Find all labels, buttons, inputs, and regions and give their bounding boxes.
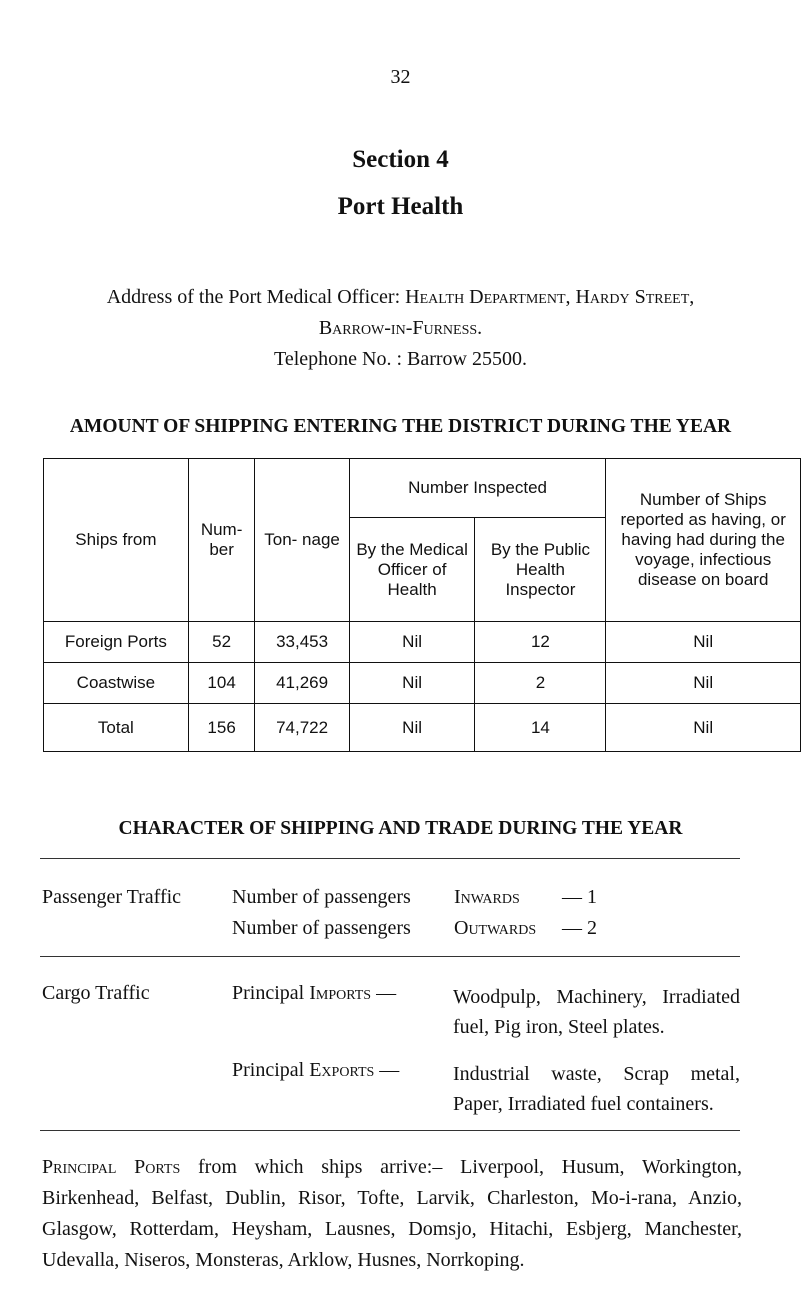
header-by-public: By the Public Health Inspector bbox=[475, 518, 606, 622]
header-by-medical: By the Medical Officer of Health bbox=[349, 518, 475, 622]
page-title: Port Health bbox=[337, 193, 464, 220]
cell-tonnage: 33,453 bbox=[255, 622, 349, 663]
address-department: Health Department, Hardy Street, bbox=[405, 286, 695, 308]
cell-from: Coastwise bbox=[44, 663, 189, 704]
telephone-line: Telephone No. : Barrow 25500. bbox=[274, 348, 527, 370]
cell-public: 2 bbox=[475, 663, 606, 704]
divider bbox=[40, 956, 740, 957]
principal-ports-paragraph bbox=[42, 1152, 742, 1276]
exports-prefix: Principal bbox=[232, 1059, 305, 1081]
shipping-table bbox=[43, 458, 801, 752]
cell-number: 156 bbox=[188, 704, 255, 752]
imports-word: Imports bbox=[309, 982, 372, 1004]
header-tonnage: Ton- nage bbox=[255, 459, 349, 622]
header-number: Num- ber bbox=[188, 459, 255, 622]
imports-prefix: Principal bbox=[232, 982, 305, 1004]
table-row-total bbox=[44, 704, 801, 752]
cell-medical: Nil bbox=[349, 704, 475, 752]
cell-tonnage: 74,722 bbox=[255, 704, 349, 752]
page-number: 32 bbox=[390, 66, 411, 88]
header-number-inspected: Number Inspected bbox=[349, 459, 606, 518]
exports-value: Industrial waste, Scrap metal, Paper, Irradiated fuel containers. bbox=[453, 1063, 740, 1115]
character-heading: CHARACTER OF SHIPPING AND TRADE DURING THE YEAR bbox=[118, 818, 683, 839]
cell-from: Total bbox=[44, 704, 189, 752]
principal-ports-label: Principal Ports bbox=[42, 1156, 181, 1178]
principal-ports-text: from which ships arrive:– Liverpool, Husum, Workington, Birkenhead, Belfast, Dublin, Risor, Tofte, Larvik, Charleston, Mo-i-rana, Anzio, Glasgow, Rotterdam, Heysham, Lausnes, Domsjo, Hitachi, Esbjerg, Manchester, Udevalla, Niseros, Monsteras, Arklow, Husnes, Norrkoping. bbox=[42, 1156, 742, 1271]
divider bbox=[40, 1130, 740, 1131]
exports-dash: — bbox=[379, 1059, 400, 1081]
table-row bbox=[44, 622, 801, 663]
header-ships-from: Ships from bbox=[44, 459, 189, 622]
cell-public: 14 bbox=[475, 704, 606, 752]
address-line-2: Barrow-in-Furness. bbox=[318, 317, 483, 339]
header-reported: Number of Ships reported as having, or having had during the voyage, infectious disease on board bbox=[606, 459, 801, 622]
passenger-label: Passenger Traffic bbox=[42, 886, 182, 908]
passenger-outwards-label: Outwards bbox=[454, 917, 537, 939]
cell-public: 12 bbox=[475, 622, 606, 663]
table-row bbox=[44, 663, 801, 704]
cell-number: 52 bbox=[188, 622, 255, 663]
cell-number: 104 bbox=[188, 663, 255, 704]
divider bbox=[40, 858, 740, 859]
section-heading: Section 4 bbox=[352, 146, 449, 173]
amount-heading: AMOUNT OF SHIPPING ENTERING THE DISTRICT DURING THE YEAR bbox=[69, 416, 732, 437]
imports-dash: — bbox=[376, 982, 397, 1004]
imports-label bbox=[232, 982, 396, 1005]
passenger-inwards-value: — 1 bbox=[562, 886, 597, 908]
passenger-inwards-label: Inwards bbox=[454, 886, 520, 908]
address-line-1 bbox=[0, 286, 801, 309]
passenger-inwards-text: Number of passengers bbox=[232, 886, 411, 908]
exports-word: Exports bbox=[309, 1059, 375, 1081]
address-prefix: Address of the Port Medical Officer: bbox=[106, 286, 401, 308]
cell-reported: Nil bbox=[606, 622, 801, 663]
cell-from: Foreign Ports bbox=[44, 622, 189, 663]
exports-label bbox=[232, 1059, 399, 1082]
passenger-outwards-text: Number of passengers bbox=[232, 917, 411, 939]
cell-medical: Nil bbox=[349, 663, 475, 704]
cell-medical: Nil bbox=[349, 622, 475, 663]
cargo-label: Cargo Traffic bbox=[42, 982, 150, 1004]
imports-value: Woodpulp, Machinery, Irradiated fuel, Pig iron, Steel plates. bbox=[453, 986, 740, 1038]
cell-reported: Nil bbox=[606, 663, 801, 704]
passenger-outwards-value: — 2 bbox=[562, 917, 597, 939]
cell-tonnage: 41,269 bbox=[255, 663, 349, 704]
cell-reported: Nil bbox=[606, 704, 801, 752]
